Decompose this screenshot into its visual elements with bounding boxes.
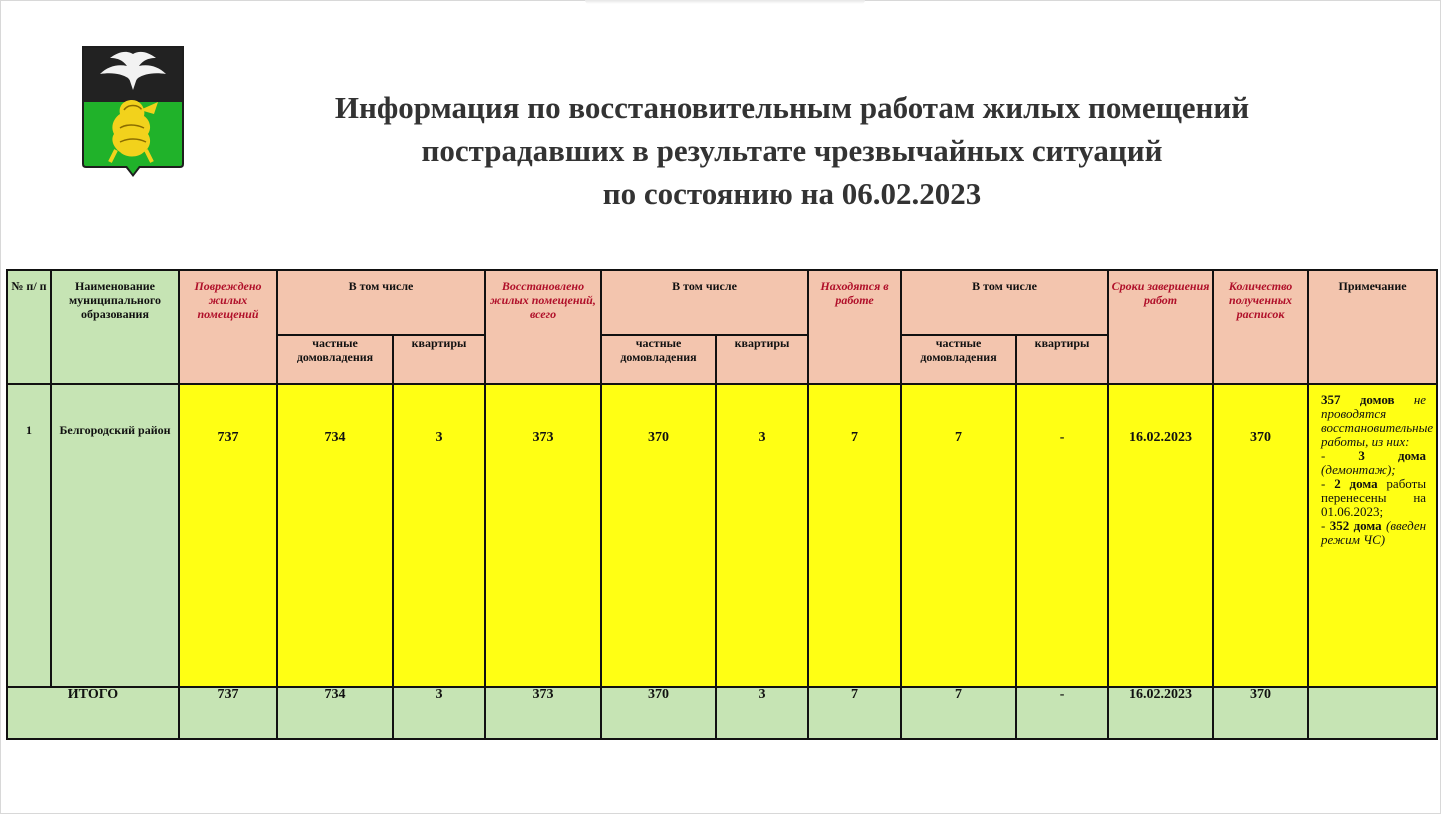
header-damaged: Повреждено жилых помещений bbox=[179, 270, 277, 384]
cell-num: 1 bbox=[7, 384, 51, 687]
cell-damaged-flats: 3 bbox=[393, 384, 485, 687]
total-in-work-private: 7 bbox=[901, 687, 1016, 739]
cell-municipality: Белгородский район bbox=[51, 384, 179, 687]
cell-restored: 373 bbox=[485, 384, 601, 687]
total-in-work: 7 bbox=[808, 687, 901, 739]
header-including-restored: В том числе bbox=[601, 270, 808, 335]
subheader-flats-1: квартиры bbox=[393, 335, 485, 384]
total-row bbox=[7, 687, 1437, 739]
note-dash-4: - bbox=[1321, 518, 1326, 533]
note-italic-2: (демонтаж); bbox=[1321, 462, 1396, 477]
subheader-private-1: частные домовладения bbox=[277, 335, 393, 384]
top-shadow bbox=[585, 0, 865, 4]
cell-note bbox=[1308, 384, 1437, 687]
total-damaged-private: 734 bbox=[277, 687, 393, 739]
subheader-private-2: частные домовладения bbox=[601, 335, 716, 384]
cell-in-work: 7 bbox=[808, 384, 901, 687]
document-title bbox=[230, 86, 1354, 215]
header-restored: Восстановлено жилых помещений, всего bbox=[485, 270, 601, 384]
subheader-flats-3: квартиры bbox=[1016, 335, 1108, 384]
total-note bbox=[1308, 687, 1437, 739]
total-receipts: 370 bbox=[1213, 687, 1308, 739]
cell-restored-flats: 3 bbox=[716, 384, 808, 687]
note-bold-1: 357 домов bbox=[1321, 392, 1395, 407]
header-including-damaged: В том числе bbox=[277, 270, 485, 335]
cell-in-work-flats: - bbox=[1016, 384, 1108, 687]
total-damaged-flats: 3 bbox=[393, 687, 485, 739]
title-line-2: пострадавших в результате чрезвычайных ситуаций bbox=[421, 133, 1163, 168]
note-dash-3: - bbox=[1321, 476, 1326, 491]
subheader-flats-2: квартиры bbox=[716, 335, 808, 384]
cell-in-work-private: 7 bbox=[901, 384, 1016, 687]
restoration-table bbox=[6, 269, 1438, 740]
total-restored-private: 370 bbox=[601, 687, 716, 739]
header-in-work: Находятся в работе bbox=[808, 270, 901, 384]
header-row bbox=[7, 270, 1437, 335]
coat-of-arms-icon bbox=[80, 44, 186, 178]
note-bold-4: 352 дома bbox=[1329, 518, 1382, 533]
cell-damaged-private: 734 bbox=[277, 384, 393, 687]
note-text-3: работы перенесены на 01.06.2023; bbox=[1321, 476, 1427, 519]
cell-deadline: 16.02.2023 bbox=[1108, 384, 1213, 687]
cell-receipts: 370 bbox=[1213, 384, 1308, 687]
header-note: Примечание bbox=[1308, 270, 1437, 384]
total-restored-flats: 3 bbox=[716, 687, 808, 739]
header-num: № п/ п bbox=[7, 270, 51, 384]
note-italic-1: не проводятся восстановительные работы, из них: bbox=[1321, 392, 1434, 449]
table-row bbox=[7, 384, 1437, 687]
note-italic-4: (введен режим ЧС) bbox=[1321, 518, 1427, 547]
total-in-work-flats: - bbox=[1016, 687, 1108, 739]
total-restored: 373 bbox=[485, 687, 601, 739]
cell-damaged: 737 bbox=[179, 384, 277, 687]
total-damaged: 737 bbox=[179, 687, 277, 739]
note-dash-2: - bbox=[1321, 448, 1326, 463]
cell-restored-private: 370 bbox=[601, 384, 716, 687]
title-line-3: по состоянию на 06.02.2023 bbox=[602, 176, 982, 211]
note-bold-2: 3 дома bbox=[1358, 448, 1427, 463]
header-deadline: Сроки завершения работ bbox=[1108, 270, 1213, 384]
subheader-private-3: частные домовладения bbox=[901, 335, 1016, 384]
note-bold-3: 2 дома bbox=[1334, 476, 1378, 491]
total-deadline: 16.02.2023 bbox=[1108, 687, 1213, 739]
total-label: ИТОГО bbox=[7, 687, 179, 739]
header-name: Наименование муниципального образования bbox=[51, 270, 179, 384]
header-receipts: Количество полученных расписок bbox=[1213, 270, 1308, 384]
header-including-in-work: В том числе bbox=[901, 270, 1108, 335]
title-line-1: Информация по восстановительным работам жилых помещений bbox=[334, 90, 1250, 125]
